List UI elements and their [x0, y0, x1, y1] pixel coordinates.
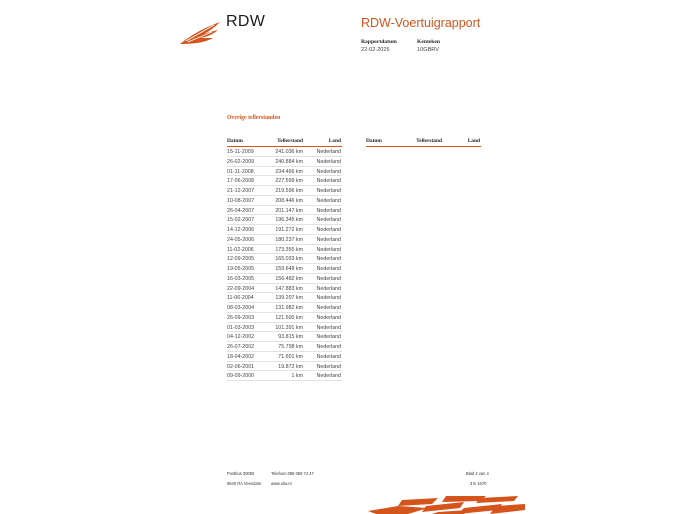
- col-odometer-header: Tellerstand: [416, 138, 442, 144]
- row-date: 01-03-2003: [227, 324, 255, 331]
- table-header-right: [366, 138, 481, 147]
- row-date: 22-09-2004: [227, 285, 255, 292]
- row-country: Nederland: [316, 275, 341, 282]
- row-country: Nederland: [316, 353, 341, 360]
- col-country-header: Land: [467, 138, 480, 144]
- table-row: [227, 147, 342, 157]
- row-date: 11-06-2004: [227, 295, 254, 302]
- row-country: Nederland: [316, 344, 341, 350]
- table-row: [227, 342, 342, 352]
- table-row: [227, 303, 342, 313]
- row-date: 17-06-2008: [227, 178, 255, 185]
- table-row: [227, 332, 342, 342]
- row-date: 10-08-2007: [227, 197, 255, 204]
- row-odometer: 101.391 km: [275, 324, 303, 331]
- section-title: Overige tellerstanden: [227, 115, 281, 121]
- table-row: [227, 264, 342, 274]
- footer-postbus: Postbus 30000: [227, 471, 255, 476]
- table-row: [227, 352, 342, 362]
- row-date: 08-03-2004: [227, 305, 255, 311]
- row-country: Nederland: [316, 149, 341, 155]
- col-country-header: Land: [328, 138, 341, 144]
- footer-phone: Telefoon 088 059 74 47: [271, 471, 314, 476]
- footer-city: 9640 RA Veendam: [227, 481, 262, 486]
- row-country: Nederland: [316, 236, 341, 243]
- row-country: Nederland: [316, 314, 341, 321]
- row-country: Nederland: [316, 305, 341, 311]
- row-odometer: 201.147 km: [275, 207, 303, 214]
- table-row: [227, 313, 342, 323]
- table-row: [227, 323, 342, 333]
- row-date: 12-09-2005: [227, 256, 255, 263]
- row-odometer: 180.237 km: [275, 236, 303, 243]
- plate-value: 10GBRV: [417, 47, 439, 53]
- table-row: [227, 196, 342, 206]
- row-country: Nederland: [316, 246, 341, 253]
- row-date: 26-02-2009: [227, 158, 255, 165]
- row-date: 15-02-2007: [227, 217, 255, 224]
- row-odometer: 1 km: [291, 373, 303, 380]
- footer-website: www.rdw.nl: [271, 481, 292, 486]
- table-row: [227, 206, 342, 216]
- brand-name: RDW: [226, 13, 266, 30]
- row-odometer: 165.033 km: [275, 256, 303, 263]
- row-country: Nederland: [316, 363, 341, 370]
- row-country: Nederland: [316, 168, 341, 175]
- table-row: [227, 157, 342, 167]
- row-odometer: 159.648 km: [275, 266, 303, 272]
- report-date-label: Rapportdatum: [361, 39, 397, 45]
- row-country: Nederland: [316, 178, 341, 185]
- row-date: 02-06-2001: [227, 363, 255, 370]
- row-date: 26-04-2007: [227, 207, 255, 214]
- row-odometer: 191.272 km: [275, 227, 303, 233]
- row-date: 26-09-2003: [227, 314, 255, 321]
- row-odometer: 131.982 km: [275, 305, 303, 311]
- footer-doc-code: 3 E 1670: [470, 481, 487, 486]
- row-date: 16-03-2005: [227, 275, 255, 282]
- table-row: [227, 284, 342, 294]
- table-row: [227, 176, 342, 186]
- row-country: Nederland: [316, 295, 341, 302]
- report-title: RDW-Voertuigrapport: [361, 16, 481, 30]
- row-odometer: 19.872 km: [278, 363, 303, 370]
- table-header-left: [227, 138, 342, 147]
- row-date: 24-05-2006: [227, 236, 255, 243]
- table-row: [227, 274, 342, 284]
- row-odometer: 71.601 km: [278, 353, 303, 360]
- row-odometer: 121.500 km: [275, 314, 303, 321]
- table-row: [227, 235, 342, 245]
- col-date-header: Datum: [366, 138, 382, 144]
- row-date: 09-09-2000: [227, 373, 255, 380]
- report-date-value: 22-02-2025: [361, 47, 390, 53]
- row-date: 14-12-2006: [227, 227, 255, 233]
- row-date: 04-12-2002: [227, 334, 255, 341]
- table-row: [227, 225, 342, 235]
- table-row: [227, 254, 342, 264]
- row-date: 01-11-2008: [227, 168, 254, 175]
- table-row: [227, 371, 342, 381]
- row-date: 21-12-2007: [227, 188, 255, 194]
- row-country: Nederland: [316, 324, 341, 331]
- row-odometer: 156.482 km: [275, 275, 303, 282]
- col-odometer-header: Tellerstand: [277, 138, 303, 144]
- row-odometer: 234.466 km: [275, 168, 303, 175]
- footer-page-number: Blad 2 van 4: [466, 471, 489, 476]
- row-odometer: 227.599 km: [275, 178, 303, 185]
- row-odometer: 147.883 km: [275, 285, 303, 292]
- row-odometer: 240.884 km: [275, 158, 303, 165]
- row-country: Nederland: [316, 197, 341, 204]
- plate-label: Kenteken: [417, 39, 440, 45]
- row-country: Nederland: [316, 256, 341, 263]
- table-row: [227, 215, 342, 225]
- row-date: 15-11-2009: [227, 149, 254, 155]
- row-country: Nederland: [316, 334, 341, 341]
- row-odometer: 173.355 km: [275, 246, 303, 253]
- row-date: 11-02-2006: [227, 246, 254, 253]
- row-odometer: 241.036 km: [275, 149, 303, 155]
- row-odometer: 139.207 km: [275, 295, 303, 302]
- row-country: Nederland: [316, 217, 341, 224]
- odometer-table: [227, 147, 342, 381]
- row-odometer: 75.798 km: [278, 344, 303, 350]
- table-row: [227, 245, 342, 255]
- row-country: Nederland: [316, 266, 341, 272]
- decorative-stripes-icon: [368, 496, 525, 514]
- table-row: [227, 293, 342, 303]
- table-row: [227, 362, 342, 372]
- rdw-logo-icon: [178, 20, 222, 46]
- table-row: [227, 167, 342, 177]
- row-odometer: 196.345 km: [275, 217, 303, 224]
- row-date: 26-07-2002: [227, 344, 255, 350]
- row-odometer: 208.446 km: [275, 197, 303, 204]
- row-country: Nederland: [316, 207, 341, 214]
- row-country: Nederland: [316, 188, 341, 194]
- row-country: Nederland: [316, 373, 341, 380]
- row-date: 18-04-2002: [227, 353, 255, 360]
- row-country: Nederland: [316, 285, 341, 292]
- row-country: Nederland: [316, 158, 341, 165]
- row-date: 19-05-2005: [227, 266, 255, 272]
- col-date-header: Datum: [227, 138, 243, 144]
- row-odometer: 93.815 km: [278, 334, 303, 341]
- row-odometer: 219.596 km: [275, 188, 303, 194]
- row-country: Nederland: [316, 227, 341, 233]
- table-row: [227, 186, 342, 196]
